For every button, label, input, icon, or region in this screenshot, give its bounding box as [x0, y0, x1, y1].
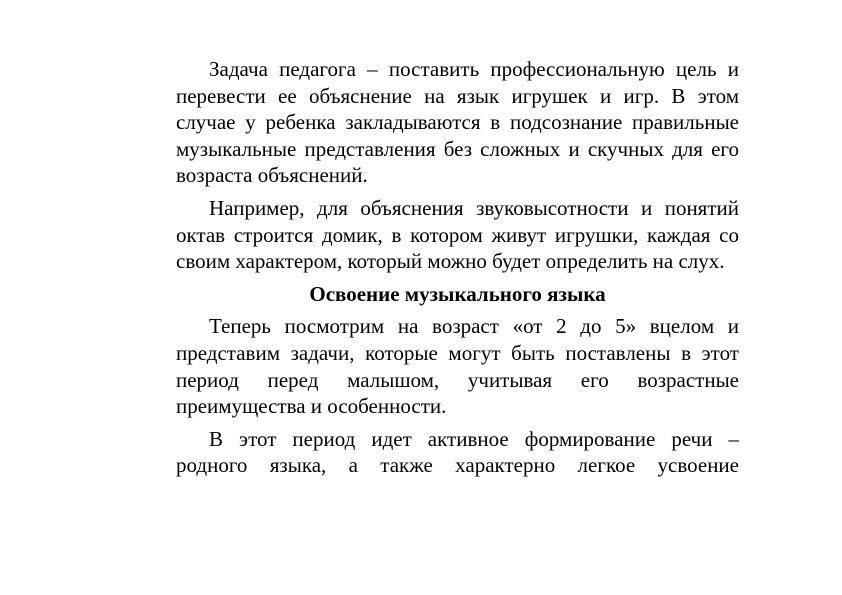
section-heading: Освоение музыкального языка — [309, 281, 606, 306]
text-block — [176, 56, 739, 485]
paragraph-pedagogue-task: Задача педагога – поставить профессиональную цель и перевести ее объяснение на язык игрушек и игр. В этом случае у ребенка закладываются в подсознание правильные музыкальные представления без сложных и скучных для его возраста объяснений. — [176, 57, 739, 188]
paragraph-example-house: Например, для объяснения звуковысотности и понятий октав строится домик, в котором живут игрушки, каждая со своим характером, который можно будет определить на слух. — [176, 195, 739, 274]
paragraph-speech-formation: В этот период идет активное формирование речи – родного языка, а также характерно легкое усвоение — [176, 426, 739, 478]
paragraph-age-2-to-5: Теперь посмотрим на возраст «от 2 до 5» вцелом и представим задачи, которые могут быть поставлены в этот период перед малышом, учитывая его возрастные преимущества и особенности. — [176, 314, 739, 419]
